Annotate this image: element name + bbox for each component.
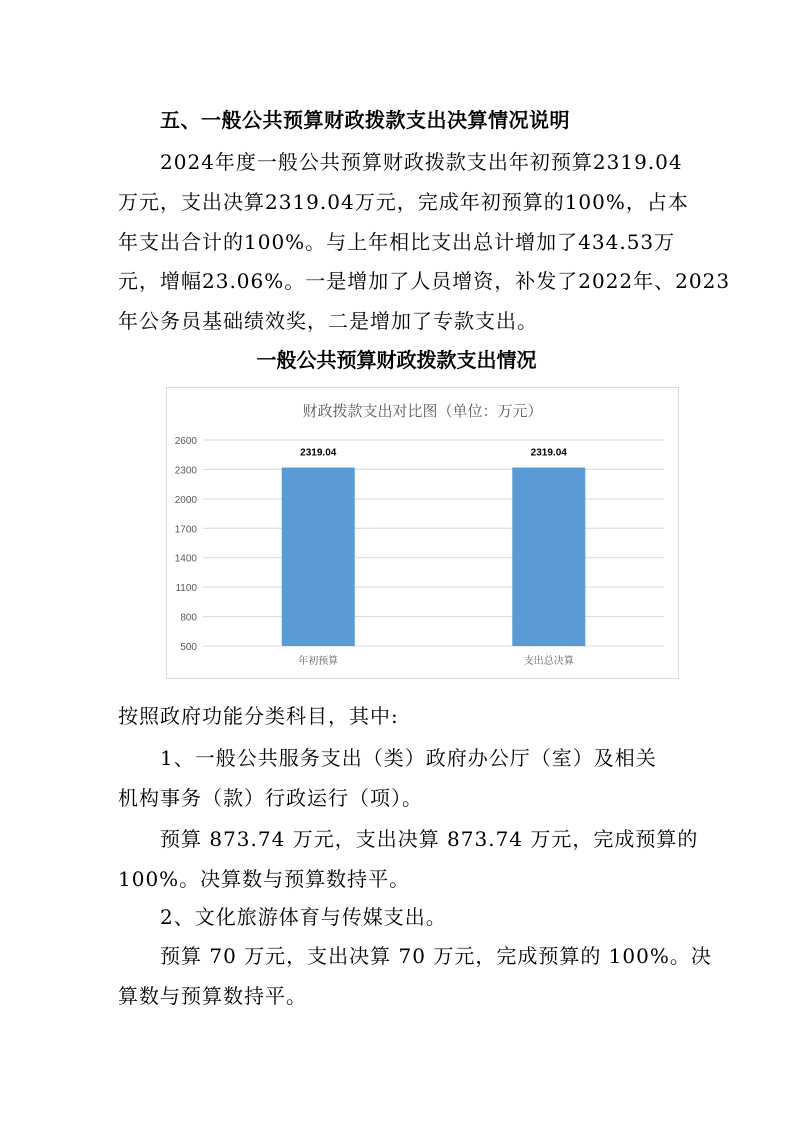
y-tick-label: 1100 (175, 583, 197, 595)
intro-line: 年公务员基础绩效奖，二是增加了专款支出。 (118, 309, 538, 333)
y-tick-label: 1700 (174, 524, 197, 536)
y-tick-label: 800 (180, 612, 197, 624)
y-tick-label: 500 (180, 642, 197, 653)
intro-line: 万元，支出决算2319.04万元，完成年初预算的100%，占本 (118, 190, 689, 214)
intro-line: 元，增幅23.06%。一是增加了人员增资，补发了2022年、2023 (118, 269, 731, 293)
chart-plot-area (167, 388, 678, 678)
intro-line: 2024年度一般公共预算财政拨款支出年初预算2319.04 (160, 150, 683, 174)
chart-title: 财政拨款支出对比图（单位：万元） (302, 402, 543, 420)
y-tick-label: 2300 (174, 465, 197, 477)
body-line: 100%。决算数与预算数持平。 (118, 867, 411, 891)
body-line: 预算 70 万元，支出决算 70 万元，完成预算的 100%。决 (160, 944, 712, 968)
body-line: 2、文化旅游体育与传媒支出。 (160, 905, 447, 929)
x-tick-label: 年初预算 (298, 656, 339, 667)
data-label: 2319.04 (300, 447, 337, 459)
body-line: 机构事务（款）行政运行（项）。 (118, 786, 423, 810)
section-heading: 五、一般公共预算财政拨款支出决算情况说明 (160, 108, 570, 132)
y-tick-label: 2000 (174, 494, 197, 506)
bar-chart (166, 387, 679, 679)
body-line: 算数与预算数持平。 (118, 984, 307, 1008)
body-line: 预算 873.74 万元，支出决算 873.74 万元，完成预算的 (160, 827, 699, 851)
body-line: 1、一般公共服务支出（类）政府办公厅（室）及相关 (160, 746, 657, 770)
bar (282, 468, 355, 646)
body-line: 按照政府功能分类科目，其中: (118, 704, 399, 728)
data-label: 2319.04 (530, 447, 567, 459)
y-tick-label: 1400 (174, 553, 197, 565)
x-tick-label: 支出总决算 (523, 656, 574, 667)
intro-line: 年支出合计的100%。与上年相比支出总计增加了434.53万 (118, 230, 676, 254)
chart-heading: 一般公共预算财政拨款支出情况 (256, 348, 537, 372)
bar (512, 468, 585, 646)
y-tick-label: 2600 (174, 436, 197, 447)
